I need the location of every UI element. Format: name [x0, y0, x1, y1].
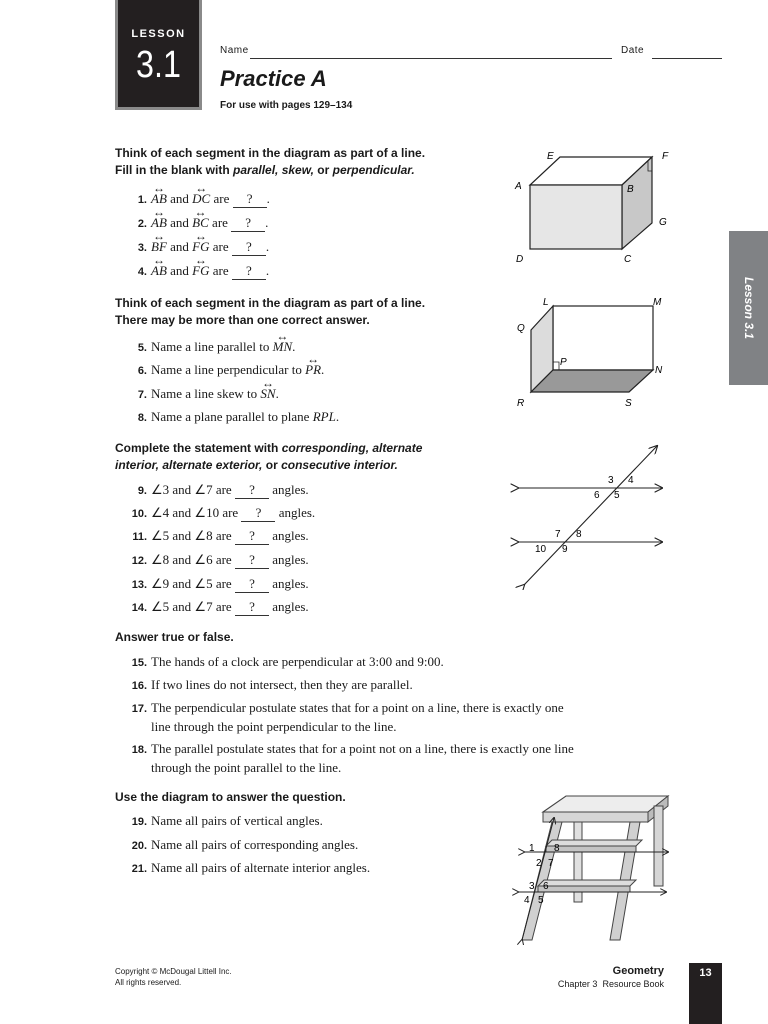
question-text: .: [275, 386, 279, 401]
question-5: [115, 339, 295, 356]
rights-line: All rights reserved.: [115, 978, 182, 987]
name-field-line: [250, 58, 612, 59]
question-text: Name a line skew to: [151, 386, 258, 401]
angle-label-7: 7: [555, 529, 561, 540]
question-text: angles.: [278, 505, 316, 520]
label-l: L: [543, 297, 549, 308]
question-text: angles.: [272, 482, 309, 497]
question-number: 14.: [131, 602, 147, 614]
question-text: The parallel postulate states that for a point not on a line, there is exactly one line through the point parallel to the line.: [151, 741, 574, 775]
section2-instr-line2: There may be more than one correct answer.: [115, 313, 370, 327]
name-label: Name: [220, 45, 249, 56]
instr-option: consecutive interior.: [281, 458, 398, 472]
instr-text: or: [262, 458, 282, 472]
stool-step-upper: [546, 840, 642, 846]
transversal-line: [524, 446, 657, 585]
label-e: E: [547, 151, 554, 162]
lesson-number: 3.1: [136, 44, 181, 86]
side-tab: [729, 231, 768, 385]
line-symbol: ↔ FG: [192, 239, 209, 255]
question-18: [115, 740, 575, 777]
copyright-line: Copyright © McDougal Littell Inc.: [115, 967, 232, 976]
question-text: are: [212, 239, 229, 254]
question-number: 7.: [137, 389, 147, 401]
question-text: .: [266, 191, 270, 206]
prism-bottom-face: [531, 370, 653, 392]
label-p: P: [560, 357, 567, 368]
angle-label-6: 6: [594, 490, 600, 501]
question-number: 2.: [137, 218, 147, 230]
question-number: 5.: [137, 342, 147, 354]
question-11: [115, 528, 309, 545]
angle-label-9: 9: [562, 544, 568, 555]
question-text: The hands of a clock are perpendicular at 3:00 and 9:00.: [151, 654, 444, 669]
question-text: ∠4 and ∠10 are: [151, 505, 239, 520]
question-text: are: [213, 191, 230, 206]
question-14: [115, 599, 309, 616]
instr-text: Fill in the blank with: [115, 163, 234, 177]
question-text: angles.: [272, 528, 309, 543]
question-text: .: [335, 409, 340, 424]
line-symbol: ↔ FG: [192, 263, 209, 279]
question-number: 1.: [137, 194, 147, 206]
section2-instructions: [115, 295, 425, 329]
prism-figure: [505, 292, 685, 412]
label-a: A: [515, 181, 522, 192]
date-field-line: [652, 58, 722, 59]
question-9: [115, 482, 309, 499]
answer-blank[interactable]: ?: [232, 263, 266, 280]
angle-label-3: 3: [608, 475, 614, 486]
question-number: 17.: [131, 703, 147, 715]
angle-label-3: 3: [529, 881, 535, 892]
answer-blank[interactable]: ?: [232, 239, 266, 256]
footer-book-info: [558, 965, 664, 991]
question-text: are: [212, 215, 228, 230]
question-7: [115, 386, 279, 403]
answer-blank[interactable]: ?: [231, 215, 265, 232]
answer-blank[interactable]: ?: [235, 482, 269, 499]
page-title: Practice A: [220, 66, 327, 91]
question-text: angles.: [272, 552, 309, 567]
plane-name: RPL: [312, 409, 336, 424]
book-title: Geometry: [612, 965, 664, 977]
angle-label-1: 1: [529, 843, 535, 854]
question-number: 16.: [131, 680, 147, 692]
question-text: .: [321, 362, 325, 377]
prism-back-face: [553, 306, 653, 370]
label-r: R: [517, 398, 525, 409]
question-8: [115, 409, 339, 426]
transversal-figure: [510, 440, 670, 590]
box-front-face: [530, 185, 622, 249]
question-number: 6.: [137, 365, 147, 377]
angle-label-6: 6: [543, 881, 549, 892]
angle-label-7: 7: [548, 858, 554, 869]
question-20: [115, 837, 358, 854]
question-13: [115, 576, 309, 593]
question-text: angles.: [272, 576, 309, 591]
question-text: ∠5 and ∠7 are: [151, 599, 232, 614]
section2-instr-line1: Think of each segment in the diagram as part of a line.: [115, 296, 426, 310]
label-m: M: [653, 297, 662, 308]
question-text: and: [170, 263, 189, 278]
angle-label-4: 4: [628, 475, 634, 486]
stool-seat-front: [543, 812, 648, 822]
instr-option: corresponding, alternate: [281, 441, 423, 455]
section3-instructions: [115, 440, 422, 474]
label-c: C: [624, 254, 632, 265]
question-text: ∠8 and ∠6 are: [151, 552, 232, 567]
box-figure: [505, 145, 685, 270]
question-text: and: [170, 191, 189, 206]
section1-instr-line2: [115, 162, 425, 179]
line-symbol: ↔ AB: [151, 215, 167, 231]
line-symbol: ↔ AB: [151, 263, 167, 279]
answer-blank[interactable]: ?: [233, 191, 267, 208]
question-text: angles.: [272, 599, 309, 614]
label-s: S: [625, 398, 632, 409]
question-number: 10.: [131, 508, 147, 520]
question-6: [115, 362, 324, 379]
angle-label-8: 8: [554, 843, 560, 854]
question-number: 4.: [137, 266, 147, 278]
label-d: D: [516, 254, 524, 265]
footer-copyright: [115, 966, 232, 988]
line-symbol: ↔ MN: [273, 339, 293, 355]
question-17: [115, 699, 575, 736]
section3-instr-line2: [115, 457, 422, 474]
step-stool-figure: [508, 790, 673, 945]
stool-step-lower-front: [538, 886, 630, 892]
question-text: .: [265, 263, 270, 278]
question-21: [115, 860, 370, 877]
question-number: 12.: [131, 555, 147, 567]
question-text: .: [292, 339, 296, 354]
question-number: 9.: [137, 485, 147, 497]
page-subtitle: For use with pages 129–134: [220, 100, 353, 111]
line-symbol: ↔ DC: [192, 191, 210, 207]
stool-transversal: [522, 818, 554, 940]
instr-option: perpendicular.: [332, 163, 415, 177]
line-symbol: ↔ BC: [192, 215, 209, 231]
section3-instr-line1: [115, 440, 422, 457]
question-text: Name a plane parallel to plane: [151, 409, 310, 424]
question-text: are: [212, 263, 229, 278]
answer-blank[interactable]: ?: [241, 505, 275, 522]
question-text: Name all pairs of vertical angles.: [151, 813, 323, 828]
date-label: Date: [621, 45, 645, 56]
label-g: G: [659, 217, 667, 228]
label-b: B: [627, 184, 634, 195]
question-text: Name a line perpendicular to: [151, 362, 302, 377]
question-15: [115, 654, 444, 671]
question-number: 13.: [131, 579, 147, 591]
lesson-badge: [115, 0, 202, 110]
question-text: ∠5 and ∠8 are: [151, 528, 232, 543]
question-text: Name a line parallel to: [151, 339, 270, 354]
question-text: ∠9 and ∠5 are: [151, 576, 232, 591]
instr-text: or: [313, 163, 333, 177]
label-n: N: [655, 365, 663, 376]
question-text: .: [265, 239, 270, 254]
angle-label-4: 4: [524, 895, 530, 906]
instr-text: Complete the statement with: [115, 441, 282, 455]
answer-blank[interactable]: ?: [235, 552, 269, 569]
question-number: 8.: [137, 412, 147, 424]
instr-option: interior, alternate exterior,: [115, 458, 263, 472]
side-tab-label: Lesson 3.1: [741, 276, 756, 340]
label-f: F: [662, 151, 669, 162]
angle-label-10: 10: [535, 544, 547, 555]
question-number: 11.: [132, 531, 147, 543]
section5-instructions: Use the diagram to answer the question.: [115, 790, 346, 804]
question-16: [115, 677, 413, 694]
chapter-label: Chapter 3: [557, 979, 598, 989]
label-q: Q: [517, 323, 525, 334]
answer-blank[interactable]: ?: [235, 528, 269, 545]
stool-back-leg: [654, 806, 663, 886]
question-text: Name all pairs of corresponding angles.: [151, 837, 359, 852]
stool-seat-top: [543, 796, 668, 812]
section1-instructions: [115, 145, 425, 179]
angle-label-5: 5: [538, 895, 544, 906]
question-number: 18.: [131, 744, 147, 756]
question-12: [115, 552, 309, 569]
answer-blank[interactable]: ?: [235, 599, 269, 616]
question-text: The perpendicular postulate states that for a point on a line, there is exactly one line through the point perpendicular to the line.: [151, 700, 564, 734]
angle-label-2: 2: [536, 858, 542, 869]
line-symbol: ↔ BF: [151, 239, 167, 255]
question-number: 15.: [131, 657, 147, 669]
stool-step-lower: [538, 880, 636, 886]
line-symbol: ↔ AB: [151, 191, 167, 207]
question-text: and: [170, 239, 189, 254]
question-number: 20.: [131, 840, 147, 852]
question-4: [115, 263, 269, 280]
answer-blank[interactable]: ?: [235, 576, 269, 593]
question-number: 3.: [137, 242, 147, 254]
angle-label-5: 5: [614, 490, 620, 501]
instr-option: parallel, skew,: [233, 163, 314, 177]
question-19: [115, 813, 323, 830]
line-symbol: ↔ PR: [305, 362, 321, 378]
question-text: ∠3 and ∠7 are: [151, 482, 232, 497]
angle-label-8: 8: [576, 529, 582, 540]
question-text: Name all pairs of alternate interior angles.: [151, 860, 371, 875]
page-number: 13: [689, 963, 722, 1024]
line-symbol: ↔ SN: [260, 386, 275, 402]
section4-instructions: Answer true or false.: [115, 630, 234, 644]
question-10: [115, 505, 315, 522]
question-text: and: [170, 215, 189, 230]
question-number: 21.: [131, 863, 147, 875]
lesson-label: LESSON: [131, 28, 186, 40]
question-number: 19.: [131, 816, 147, 828]
resource-label: Resource Book: [602, 979, 664, 989]
question-text: .: [265, 215, 269, 230]
question-text: If two lines do not intersect, then they are parallel.: [151, 677, 413, 692]
section1-instr-line1: Think of each segment in the diagram as part of a line.: [115, 146, 426, 160]
